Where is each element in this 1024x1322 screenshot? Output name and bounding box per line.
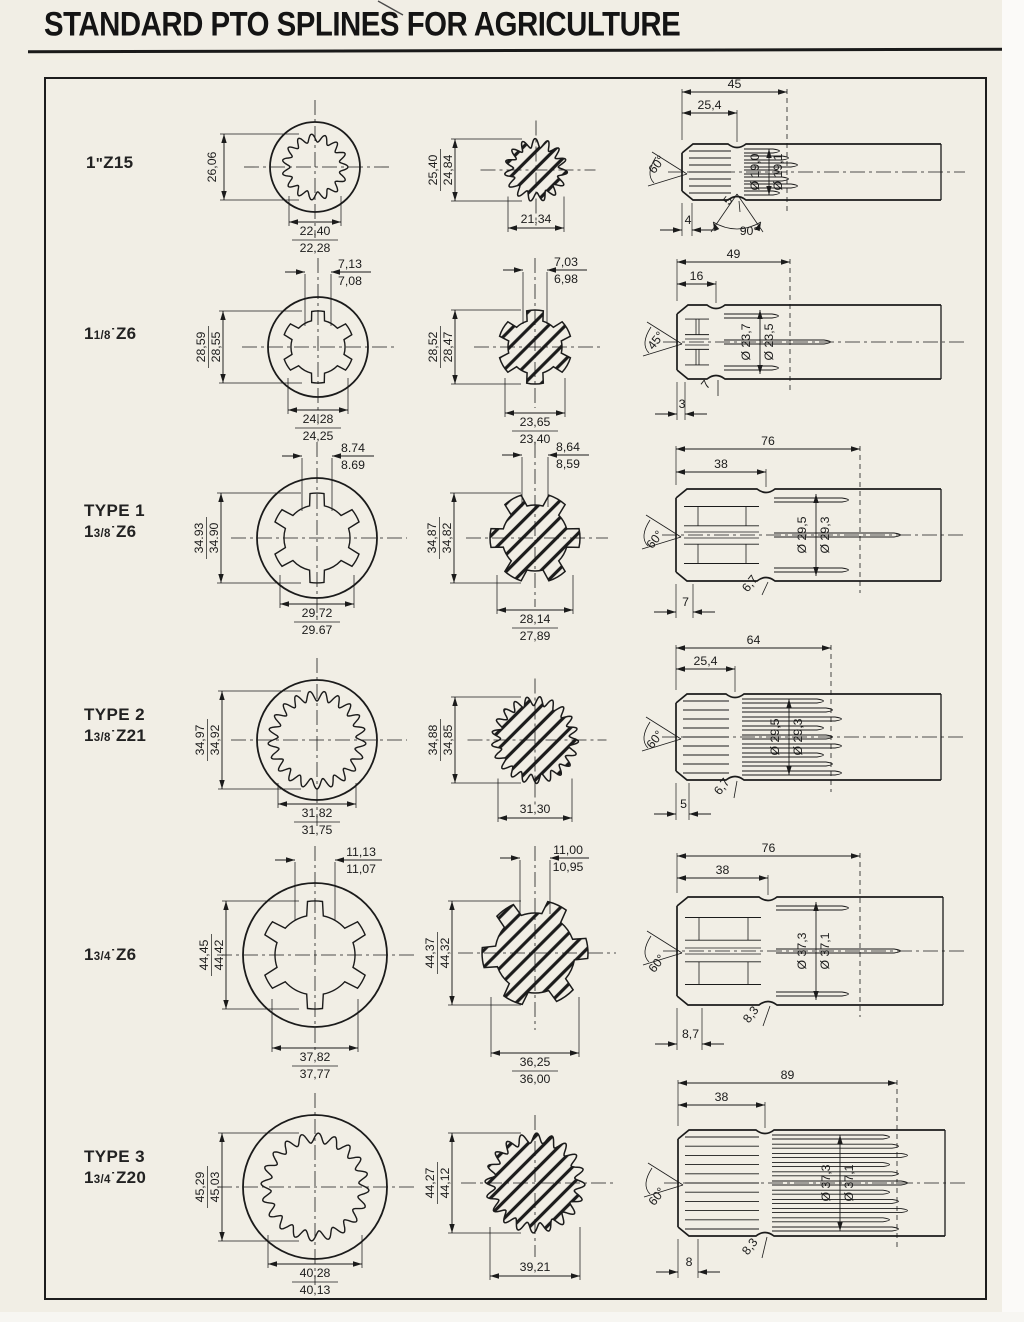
dim-length-spline: 38 [714, 457, 728, 471]
dim-length-spline: 25,4 [693, 654, 718, 668]
dim-length-total: 76 [761, 841, 776, 855]
dim-vertical: 28,47 [441, 331, 455, 363]
dim-end: 8 [685, 1255, 693, 1269]
dim-bottom: 40,28 [299, 1266, 331, 1280]
dim-vertical: 45,29 [193, 1171, 207, 1203]
dim-angle: 60° [645, 1184, 669, 1209]
dim-top: 11,07 [346, 862, 376, 876]
dim-bottom: 39,21 [519, 1260, 551, 1274]
dim-angle: 45° [644, 328, 668, 353]
dim-end: 5 [680, 797, 687, 811]
page-title: STANDARD PTO SPLINES FOR AGRICULTURE [44, 6, 681, 44]
dim-chamfer: 5 [720, 193, 736, 208]
dim-vertical: 28,59 [194, 331, 208, 363]
label-whole: 1 [84, 324, 94, 343]
dim-chamfer: 7 [698, 377, 714, 392]
row-3-front-view [192, 441, 407, 637]
dim-angle: 60° [643, 527, 667, 552]
dim-bottom: 22,28 [299, 241, 331, 255]
dim-angle: 60° [645, 152, 669, 177]
dim-bottom: 40,13 [299, 1283, 331, 1297]
row-5-front-view [197, 845, 417, 1081]
dim-diameter: Ø 29,3 [818, 516, 832, 554]
dim-top: 8,64 [556, 440, 580, 454]
row-5-section-view [423, 843, 616, 1086]
label-whole: 1 [86, 153, 96, 172]
dim-angle: 60° [645, 951, 669, 976]
dim-top: 8,59 [556, 457, 580, 471]
dim-vertical: 44,42 [212, 939, 226, 971]
dim-top: 11,13 [346, 845, 376, 859]
row-label-type: TYPE 1 [84, 501, 145, 520]
dim-vertical: 44,27 [423, 1167, 437, 1199]
dim-diameter: Ø 29,3 [791, 718, 805, 756]
label-spline-count: Z20 [115, 1168, 147, 1188]
label-separator: ˙ [110, 326, 116, 343]
dim-bottom: 21,34 [520, 212, 552, 226]
row-4-section-view [426, 679, 607, 823]
dim-bottom: 27,89 [519, 629, 551, 643]
dim-bottom: 31,82 [301, 806, 333, 820]
label-whole: 1 [84, 522, 94, 542]
dim-bottom: 24,25 [302, 429, 334, 443]
dim-bottom: 29.72 [301, 606, 333, 620]
row-6-section-view [423, 1115, 613, 1280]
dim-vertical: 25,40 [426, 154, 440, 186]
dim-vertical: 45,03 [208, 1171, 222, 1203]
label-spline-count: Z6 [115, 945, 137, 964]
dim-bottom: 23,65 [519, 415, 551, 429]
dim-diameter: Ø 23,7 [739, 323, 753, 361]
dim-diameter: Ø 37,3 [795, 932, 809, 970]
dim-vertical: 34,87 [425, 522, 439, 554]
dim-vertical: 24,84 [441, 154, 455, 186]
dim-diameter: Ø 29,5 [795, 516, 809, 554]
label-spline-count: Z21 [115, 726, 147, 746]
dim-vertical: 28,55 [209, 331, 223, 363]
dim-bottom: 31,30 [519, 802, 551, 816]
dim-length-total: 89 [780, 1068, 795, 1082]
dim-end: 3 [678, 397, 686, 411]
row-6-front-view [193, 1093, 417, 1297]
dim-diameter: Ø 37,1 [842, 1164, 856, 1202]
label-spline-count: Z6 [115, 522, 137, 542]
dim-bottom: 36,25 [519, 1055, 551, 1069]
dim-bottom: 31,75 [301, 823, 333, 837]
label-separator: ˙ [110, 1170, 116, 1188]
dim-length-spline: 16 [689, 269, 704, 283]
dim-vertical: 34.90 [207, 522, 221, 554]
dim-diameter: Ø 37,3 [819, 1164, 833, 1202]
label-fraction: 3/4 [93, 1174, 111, 1187]
dim-diameter: Ø 23,5 [762, 323, 776, 361]
label-separator: ˙ [110, 947, 116, 964]
label-separator: ˙ [110, 524, 116, 542]
dim-chamfer: 8,3 [740, 1003, 762, 1026]
dim-bottom: 24,28 [302, 412, 334, 426]
dim-length-spline: 38 [715, 863, 730, 877]
label-whole: 1 [84, 726, 94, 746]
row-1-front-view [205, 100, 390, 255]
dim-top: 8.74 [341, 441, 365, 455]
label-fraction: 3/8 [93, 528, 111, 541]
dim-bottom: 36,00 [519, 1072, 551, 1086]
dim-bottom: 22,40 [299, 224, 331, 238]
dim-end: 8,7 [681, 1027, 700, 1041]
dim-vertical: 34,88 [426, 724, 440, 756]
dim-top: 7,03 [554, 255, 578, 269]
dim-vertical: 28,52 [426, 331, 440, 363]
row-2-front-view [194, 257, 398, 443]
dim-vertical: 34,82 [440, 522, 454, 554]
dim-diameter: Ø 19,1 [771, 153, 785, 191]
row-2-section-view [426, 255, 600, 446]
row-label-type: TYPE 3 [84, 1147, 145, 1166]
dim-length-total: 49 [726, 247, 741, 261]
scan-edge-bottom [0, 1312, 1024, 1322]
row-6-side-view [644, 1068, 969, 1278]
dim-length-total: 76 [761, 434, 775, 448]
row-2-side-view [643, 247, 965, 420]
dim-length-total: 64 [746, 633, 761, 647]
dim-vertical: 44,12 [438, 1167, 452, 1199]
dim-bottom: 37,82 [299, 1050, 331, 1064]
dim-length-spline: 38 [714, 1090, 729, 1104]
dim-top: 10,95 [552, 860, 584, 874]
dim-bottom: 29.67 [301, 623, 333, 637]
row-5-side-view [643, 841, 967, 1050]
dim-top: 7,13 [338, 257, 362, 271]
dim-length-total: 45 [727, 77, 742, 91]
dim-vertical: 34.93 [192, 522, 206, 554]
dim-diameter: Ø 29,5 [768, 718, 782, 756]
dim-chamfer: 8,3 [739, 1235, 761, 1258]
dim-vertical: 34,92 [208, 724, 222, 756]
dim-diameter: Ø 37,1 [818, 932, 832, 970]
dim-end: 4 [684, 213, 692, 227]
dim-angle: 60° [643, 727, 667, 752]
row-label-type: TYPE 2 [84, 705, 145, 724]
dim-vertical: 26,06 [205, 151, 219, 183]
dim-length-spline: 25,4 [697, 98, 722, 112]
dim-top: 7,08 [338, 274, 362, 288]
dim-bottom: 23,40 [519, 432, 551, 446]
dim-chamfer: 6,7 [711, 775, 733, 798]
dim-bottom: 37,77 [299, 1067, 331, 1081]
dim-top: 8.69 [341, 458, 365, 472]
label-spline-count: Z15 [103, 153, 134, 172]
dim-vertical: 44,45 [197, 939, 211, 971]
label-separator: " [95, 155, 104, 172]
dim-end: 7 [682, 595, 689, 609]
dim-vertical: 34,85 [441, 724, 455, 756]
label-fraction: 1/8 [93, 330, 111, 342]
dim-chamfer: 6,7 [739, 572, 761, 595]
dim-diameter: Ø 19,0 [748, 153, 762, 191]
row-4-side-view [642, 633, 965, 820]
dim-angle-90: 90° [739, 224, 759, 238]
label-whole: 1 [84, 1168, 94, 1188]
label-spline-count: Z6 [115, 324, 137, 343]
dim-vertical: 34,97 [193, 724, 207, 756]
scan-edge-right [1002, 0, 1024, 1322]
label-whole: 1 [84, 945, 94, 964]
dim-vertical: 44,32 [438, 937, 452, 969]
dim-top: 6,98 [554, 272, 578, 286]
row-1-section-view [426, 121, 596, 233]
row-1-side-view [646, 77, 965, 238]
label-fraction: 3/4 [93, 951, 111, 963]
row-3-section-view [425, 440, 608, 643]
label-separator: ˙ [110, 728, 116, 746]
row-4-front-view [193, 658, 407, 837]
dim-bottom: 28,14 [519, 612, 551, 626]
dim-vertical: 44,37 [423, 937, 437, 969]
row-3-side-view [642, 434, 965, 618]
dim-top: 11,00 [553, 843, 583, 857]
label-fraction: 3/8 [93, 732, 111, 745]
